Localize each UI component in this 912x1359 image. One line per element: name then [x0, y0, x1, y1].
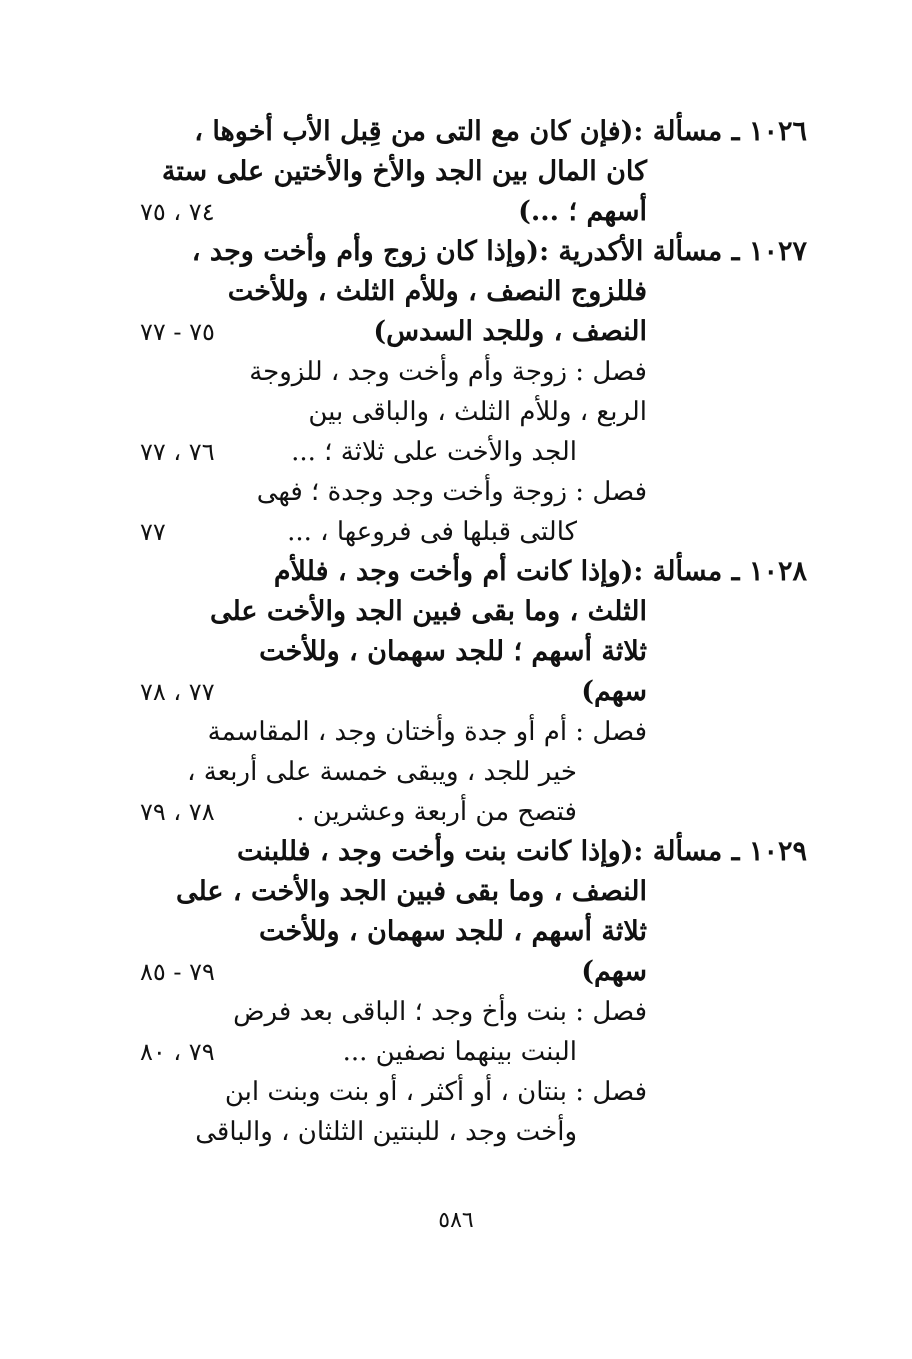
page-ref-1029: ٧٩ - ٨٥ — [140, 958, 215, 986]
page-ref-1027: ٧٥ - ٧٧ — [140, 318, 215, 346]
fasl-5-line-1: فصل : بنتان ، أو أكثر ، أو بنت وبنت ابن — [224, 1077, 647, 1107]
fasl-3-line-1: فصل : أم أو جدة وأختان وجد ، المقاسمة — [207, 717, 647, 747]
fasl-1-line-3: الجد والأخت على ثلاثة ؛ ... — [291, 437, 577, 467]
fasl-4-line-2: البنت بينهما نصفين ... — [342, 1037, 577, 1067]
page-ref-1028: ٧٧ ، ٧٨ — [140, 678, 215, 706]
page-ref-fasl-3: ٧٨ ، ٧٩ — [140, 798, 215, 826]
entry-1027-line-1: ١٠٢٧ ـ مسألة الأكدرية :(وإذا كان زوج وأم وأخت وجد ، — [191, 236, 807, 267]
entry-1026-line-2: كان المال بين الجد والأخ والأختين على ستة — [161, 156, 647, 187]
entry-1029-line-1: ١٠٢٩ ـ مسألة :(وإذا كانت بنت وأخت وجد ، فللبنت — [236, 836, 807, 867]
page-ref-1026: ٧٤ ، ٧٥ — [140, 198, 215, 226]
fasl-1-line-2: الربع ، وللأم الثلث ، والباقى بين — [308, 397, 647, 427]
fasl-3-line-3: فتصح من أربعة وعشرين . — [296, 797, 577, 827]
entry-1029-line-2: النصف ، وما بقى فبين الجد والأخت ، على — [175, 876, 647, 907]
fasl-2-line-1: فصل : زوجة وأخت وجد وجدة ؛ فهى — [256, 477, 647, 507]
entry-1026-line-3: أسهم ؛ ...) — [518, 196, 647, 227]
entry-1029-line-4: سهم) — [581, 956, 647, 987]
page-ref-fasl-2: ٧٧ — [140, 518, 166, 546]
fasl-2-line-2: كالتى قبلها فى فروعها ، ... — [287, 517, 577, 547]
entry-1028-line-2: الثلث ، وما بقى فبين الجد والأخت على — [209, 596, 647, 627]
entry-1027-line-3: النصف ، وللجد السدس) — [373, 316, 647, 347]
page-ref-fasl-1: ٧٦ ، ٧٧ — [140, 438, 215, 466]
fasl-3-line-2: خير للجد ، ويبقى خمسة على أربعة ، — [187, 757, 577, 787]
fasl-4-line-1: فصل : بنت وأخ وجد ؛ الباقى بعد فرض — [233, 997, 647, 1027]
entry-1027-line-2: فللزوج النصف ، وللأم الثلث ، وللأخت — [227, 276, 647, 307]
entry-1028-line-4: سهم) — [581, 676, 647, 707]
entry-1026-line-1: ١٠٢٦ ـ مسألة :(فإن كان مع التى من قِبل الأب أخوها ، — [194, 116, 807, 147]
page-ref-fasl-4: ٧٩ ، ٨٠ — [140, 1038, 215, 1066]
fasl-1-line-1: فصل : زوجة وأم وأخت وجد ، للزوجة — [249, 357, 647, 387]
entry-1029-line-3: ثلاثة أسهم ، للجد سهمان ، وللأخت — [258, 916, 647, 947]
entry-1028-line-3: ثلاثة أسهم ؛ للجد سهمان ، وللأخت — [259, 636, 647, 667]
fasl-5-line-2: وأخت وجد ، للبنتين الثلثان ، والباقى — [195, 1117, 577, 1147]
page-number: ٥٨٦ — [438, 1208, 474, 1233]
entry-1028-line-1: ١٠٢٨ ـ مسألة :(وإذا كانت أم وأخت وجد ، فللأم — [273, 556, 807, 587]
